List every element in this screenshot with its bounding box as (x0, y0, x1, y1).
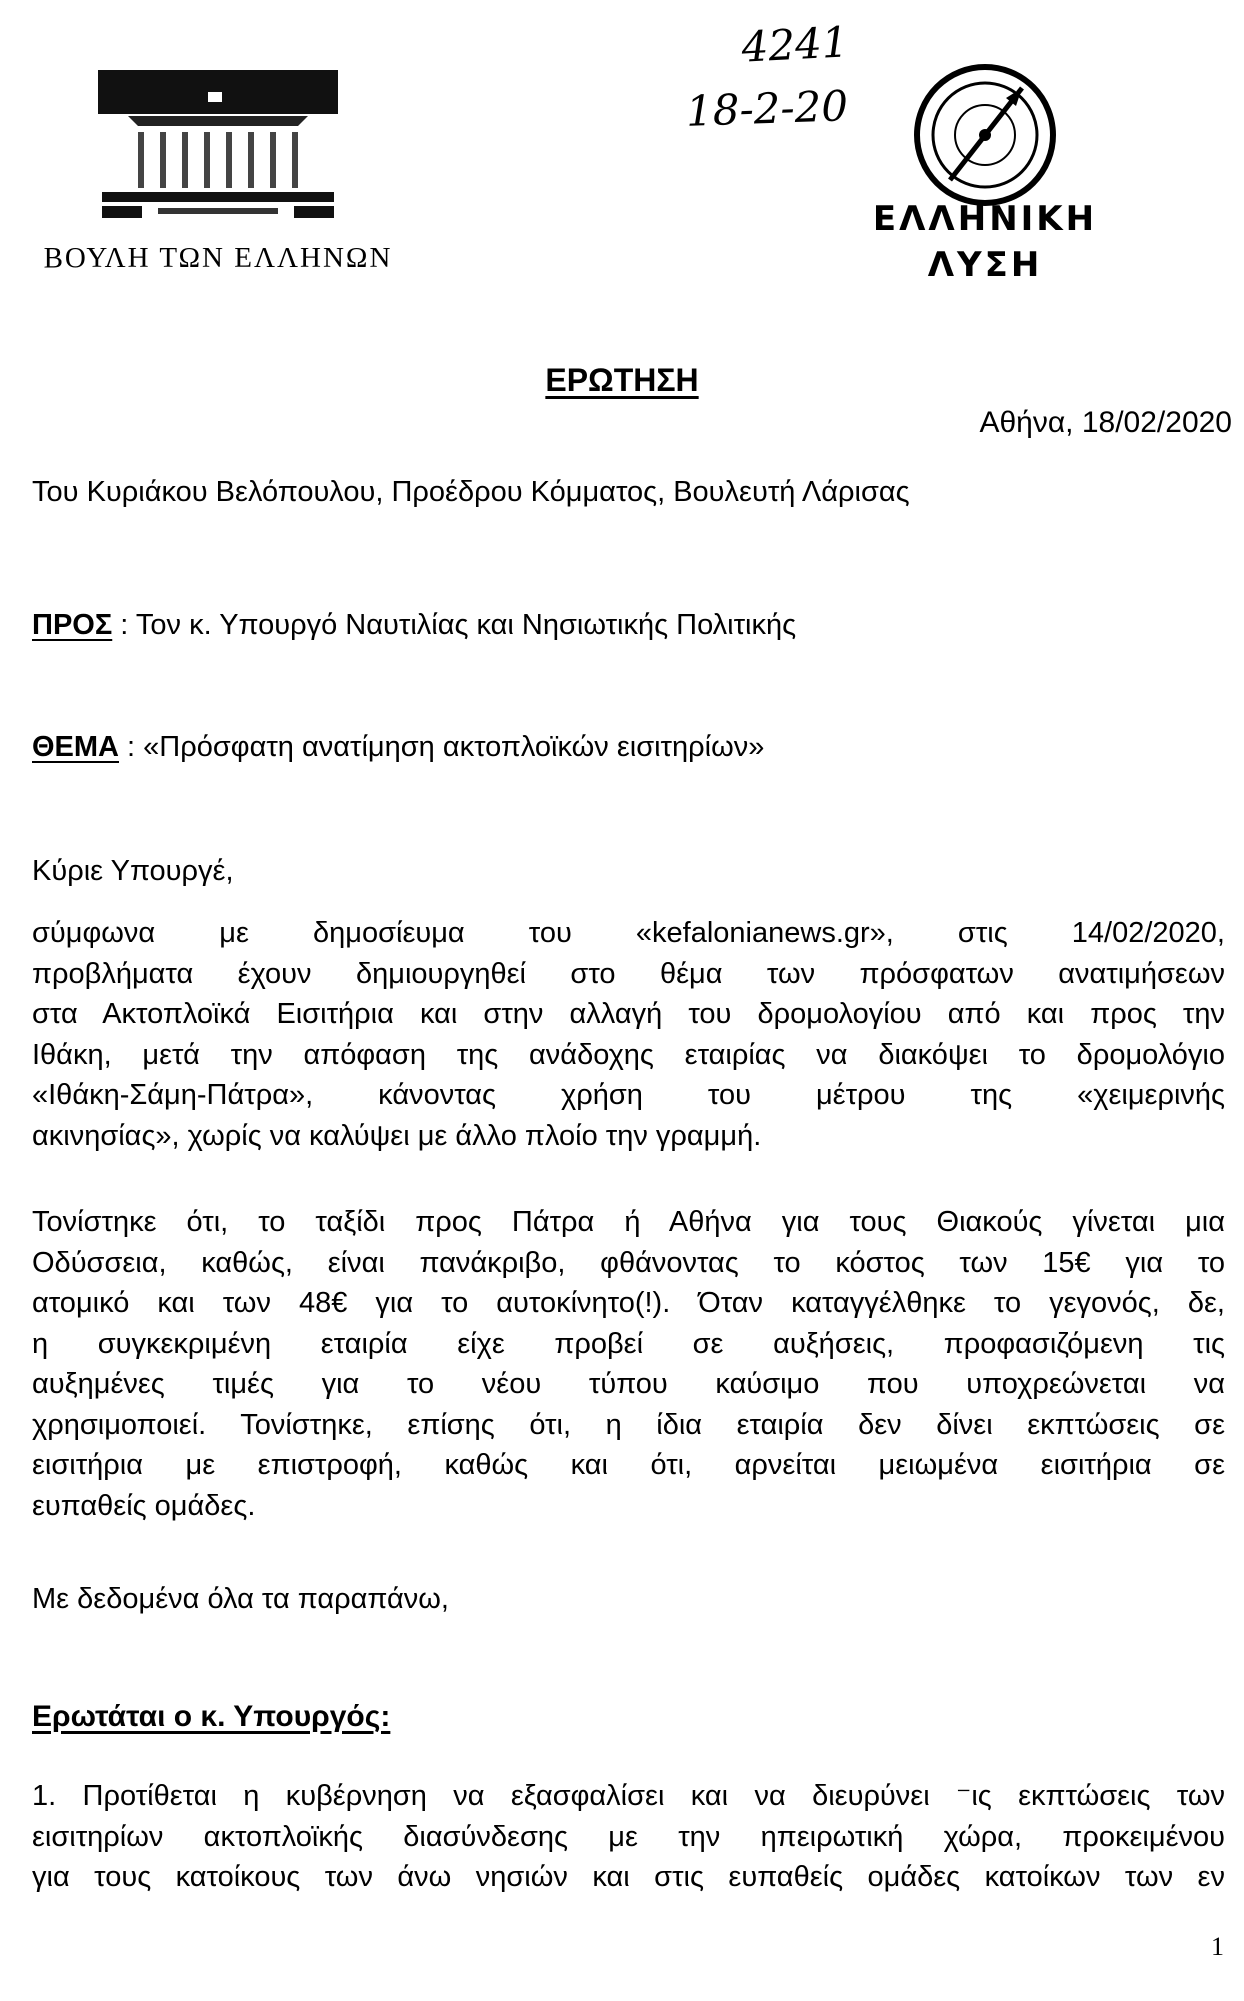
paragraph-line: αυξημένες τιμές για το νέου τύπου καύσιμο που υποχρεώνεται να (32, 1368, 1225, 1400)
author-line: Του Κυριάκου Βελόπουλου, Προέδρου Κόμματος, Βουλευτή Λάρισας (32, 476, 910, 508)
party-name (840, 196, 1130, 288)
parliament-name: ΒΟΥΛΗ ΤΩΝ ΕΛΛΗΝΩΝ (43, 242, 393, 274)
party-seal-icon (910, 60, 1060, 210)
party-name-line1: ΕΛΛΗΝΙΚΗ (872, 199, 1098, 239)
page-number: 1 (1211, 1932, 1224, 1961)
paragraph-line: η συγκεκριμένη εταιρία είχε προβεί σε αυξήσεις, προφασιζόμενη τις (32, 1327, 1225, 1360)
paragraph-line: Ιθάκη, μετά την απόφαση της ανάδοχης εταιρίας να διακόψει το δρομολόγιο (32, 1038, 1225, 1071)
paragraph-line: σύμφωνα με δημοσίευμα του «kefalonianews.gr», στις 14/02/2020, (32, 917, 1225, 949)
paragraph-line: χρησιμοποιεί. Τονίστηκε, επίσης ότι, η ίδια εταιρία δεν δίνει εκπτώσεις σε (32, 1408, 1225, 1441)
questions-heading: Ερωτάται ο κ. Υπουργός: (32, 1700, 391, 1733)
closing-line: Με δεδομένα όλα τα παραπάνω, (32, 1583, 449, 1615)
protocol-date: 18-2-20 (685, 81, 849, 136)
paragraph-line: Τονίστηκε ότι, το ταξίδι προς Πάτρα ή Αθήνα για τους Θιακούς γίνεται μια (32, 1206, 1225, 1238)
party-name-line2: ΛΥΣΗ (927, 245, 1043, 285)
paragraph-line: εισιτήρια με επιστροφή, καθώς και ότι, αρνείται μειωμένα εισιτήρια σε (32, 1449, 1225, 1481)
paragraph-line: ακινησίας», χωρίς να καλύψει με άλλο πλοίο την γραμμή. (32, 1119, 762, 1152)
paragraph-line: «Ιθάκη-Σάμη-Πάτρα», κάνοντας χρήση του μέτρου της «χειμερινής (32, 1079, 1225, 1111)
subject-line (32, 727, 764, 767)
question-1 (32, 1777, 1225, 1899)
document-title: ΕΡΩΤΗΣΗ (545, 362, 699, 398)
subject-label: ΘΕΜΑ (32, 731, 119, 763)
question-line: για τους κατοίκους των άνω νησιών και στις ευπαθείς ομάδες κατοίκων των εν (32, 1861, 1225, 1893)
paragraph-line: ευπαθείς ομάδες. (32, 1489, 256, 1522)
paragraph-line: Οδύσσεια, καθώς, είναι πανάκριβο, φθάνοντας το κόστος των 15€ για το (32, 1246, 1225, 1279)
subject-text: : «Πρόσφατη ανατίμηση ακτοπλοϊκών εισιτηρίων» (119, 731, 765, 763)
document-date: Αθήνα, 18/02/2020 (979, 406, 1232, 439)
question-line: εισιτηρίων ακτοπλοϊκής διασύνδεσης με την ηπειρωτική χώρα, προκειμένου (32, 1820, 1225, 1853)
recipient-line (32, 605, 796, 645)
recipient-text: : Τον κ. Υπουργό Ναυτιλίας και Νησιωτικής Πολιτικής (112, 609, 797, 641)
paragraph-line: ατομικό και των 48€ για το αυτοκίνητο(!). Όταν καταγγέλθηκε το γεγονός, δε, (32, 1287, 1225, 1319)
protocol-number: 4241 (740, 17, 850, 72)
recipient-label: ΠΡΟΣ (32, 609, 113, 641)
paragraph-1 (32, 914, 1225, 1157)
paragraph-2 (32, 1203, 1225, 1527)
paragraph-line: προβλήματα έχουν δημιουργηθεί στο θέμα των πρόσφατων ανατιμήσεων (32, 957, 1225, 990)
parliament-building-logo (98, 70, 338, 220)
salutation: Κύριε Υπουργέ, (32, 855, 234, 887)
question-line: 1. Προτίθεται η κυβέρνηση να εξασφαλίσει και να διευρύνει ⁻ις εκπτώσεις των (32, 1780, 1225, 1812)
paragraph-line: στα Ακτοπλοϊκά Εισιτήρια και στην αλλαγή του δρομολογίου από και προς την (32, 998, 1225, 1030)
